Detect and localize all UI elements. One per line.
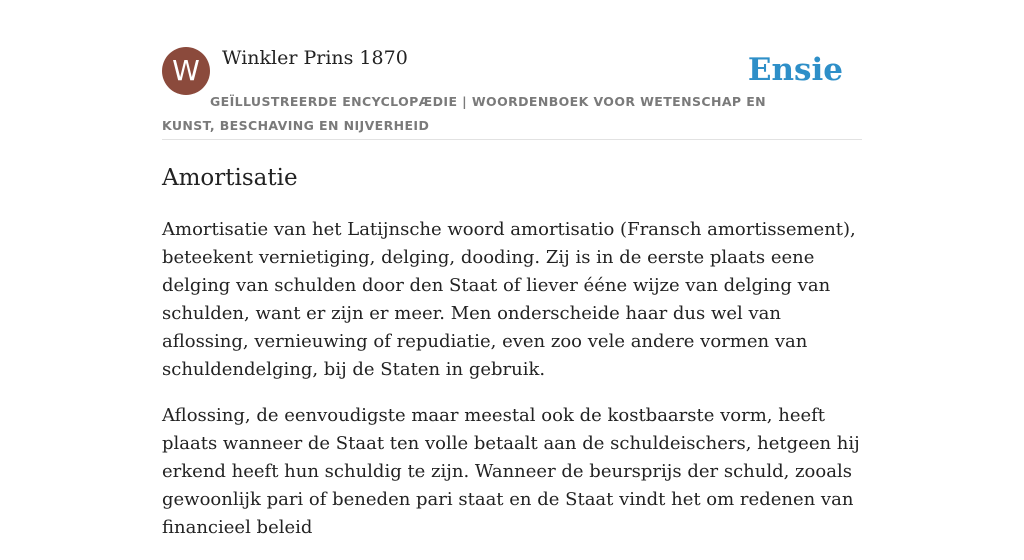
header-divider — [162, 139, 862, 140]
entry-paragraph: Aflossing, de eenvoudigste maar meestal ook de kostbaarste vorm, heeft plaats wanneer de Staat ten volle betaalt aan de schuldeischers, hetgeen hij erkend heeft hun schuldig te zijn. Wanneer de beursprijs der schuld, zooals gewoonlijk pari of beneden pari staat en de Staat vindt het om redenen van financieel beleid — [162, 405, 860, 538]
source-avatar[interactable]: W — [162, 47, 210, 95]
entry-page — [162, 0, 862, 538]
entry-paragraph: Amortisatie van het Latijnsche woord amortisatio (Fransch amortissement), beteekent vernietiging, delging, dooding. Zij is in de eerste plaats eene delging van schulden door den Staat of liever ééne wijze van delging van schulden, want er zijn er meer. Men onderscheide haar dus wel van aflossing, vernieuwing of repudiatie, even zoo vele andere vormen van schuldendelging, bij de Staten in gebruik. — [162, 219, 856, 380]
source-subtitle: GEÏLLUSTREERDE ENCYCLOPÆDIE | WOORDENBOEK VOOR WETENSCHAP EN KUNST, BESCHAVING EN NIJVERHEID — [162, 94, 767, 133]
entry-title: Amortisatie — [162, 165, 298, 191]
entry-body — [162, 216, 862, 560]
source-title[interactable]: Winkler Prins 1870 — [222, 47, 408, 69]
ensie-logo[interactable]: Ensie — [747, 52, 843, 88]
